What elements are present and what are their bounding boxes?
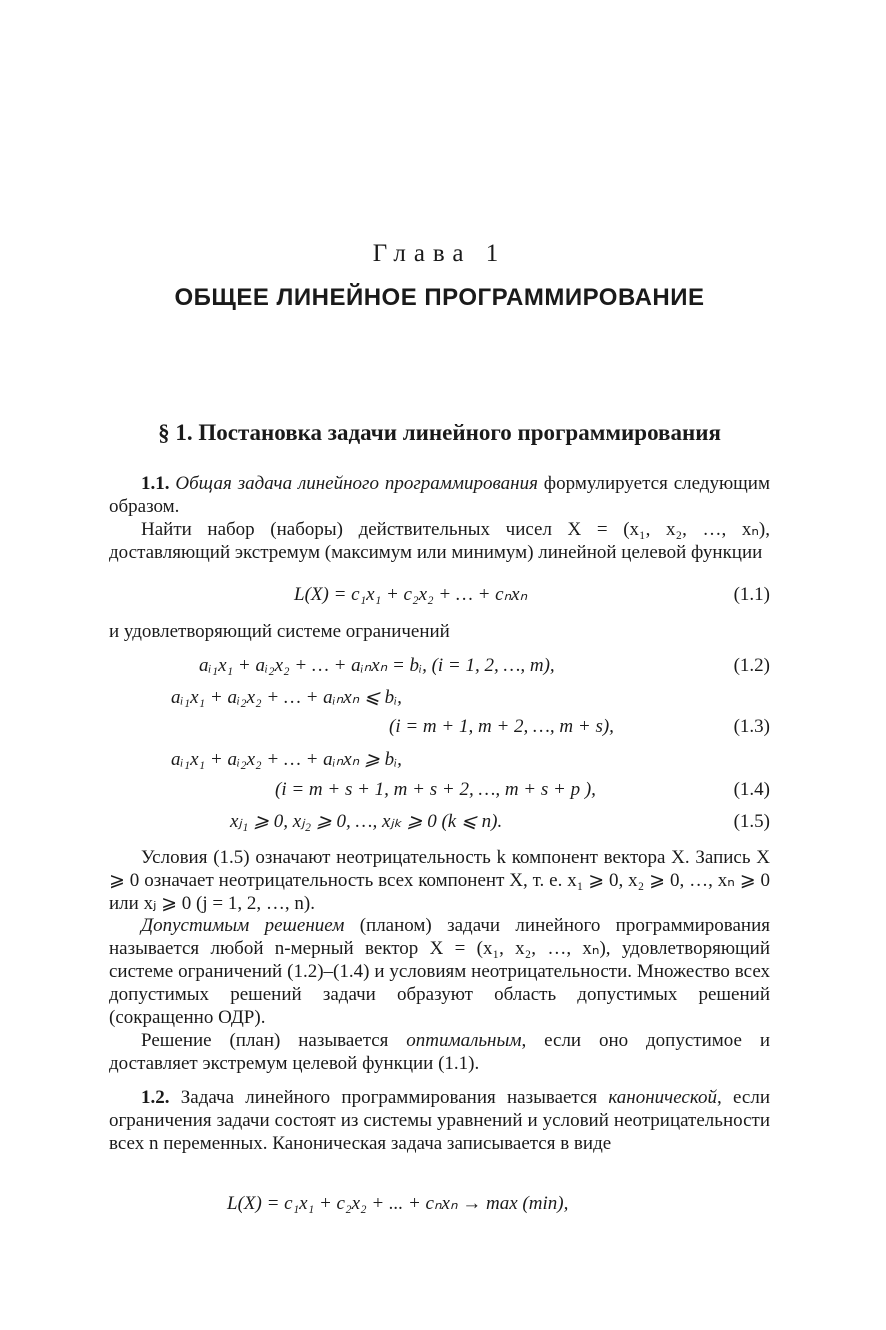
- equation-number: (1.1): [733, 584, 770, 605]
- paragraph-find: Найти набор (наборы) действительных чисел X = (x₁, x₂, …, xₙ), доставляющий экстремум (максимум или минимум) линейной целевой функции: [109, 519, 770, 563]
- paragraph-1-2: [109, 1086, 770, 1155]
- section-title: § 1. Постановка задачи линейного программирования: [158, 420, 721, 445]
- equation-1-2: aᵢ₁x₁ + aᵢ₂x₂ + … + aᵢₙxₙ = bᵢ, (i = 1, 2, …, m),: [199, 655, 555, 676]
- paragraph-1-1: [109, 472, 770, 518]
- term-emphasis: Общая задача линейного программирования: [175, 473, 538, 494]
- paragraph-text: Решение (план) называется: [141, 1030, 407, 1051]
- equation-1-5: xⱼ₁ ⩾ 0, xⱼ₂ ⩾ 0, …, xⱼₖ ⩾ 0 (k ⩽ n).: [230, 811, 503, 832]
- paragraph-text: , если оно допустимое и доставляет экстремум целевой функции (1.1).: [109, 1030, 770, 1074]
- paragraph-optimal: [109, 1029, 770, 1075]
- equation-number: (1.2): [733, 655, 770, 676]
- paragraph-admissible: [109, 914, 770, 1029]
- equation-canonical: L(X) = c₁x₁ + c₂x₂ + ... + cₙxₙ → max (min),: [227, 1193, 569, 1214]
- equation-1-4-left: aᵢ₁x₁ + aᵢ₂x₂ + … + aᵢₙxₙ ⩾ bᵢ,: [171, 749, 402, 770]
- item-number: 1.1.: [141, 473, 170, 494]
- equation-number: (1.4): [733, 779, 770, 800]
- paragraph-constraints: и удовлетворяющий системе ограничений: [109, 621, 450, 642]
- equation-1-3-left: aᵢ₁x₁ + aᵢ₂x₂ + … + aᵢₙxₙ ⩽ bᵢ,: [171, 687, 402, 708]
- book-page: [109, 0, 770, 1330]
- equation-1-3-right: (i = m + 1, m + 2, …, m + s),: [389, 716, 614, 737]
- term-emphasis: оптимальным: [406, 1030, 522, 1051]
- paragraph-text: , если ограничения задачи состоят из системы уравнений и условий неотрицательности всех n переменных. Каноническая задача записывается в виде: [109, 1087, 770, 1154]
- equation-1-4-right: (i = m + s + 1, m + s + 2, …, m + s + p ),: [275, 779, 596, 800]
- term-emphasis: Допустимым решением: [141, 915, 345, 936]
- paragraph-text: (планом) задачи линейного программирования называется любой n-мерный вектор X = (x₁, x₂, …, xₙ), удовлетворяющий системе ограничений (1.2)–(1.4) и условиям неотрицательности. Множество всех допустимых решений задачи образуют область допустимых решений (сокращенно ОДР).: [109, 915, 771, 1028]
- chapter-title: ОБЩЕЕ ЛИНЕЙНОЕ ПРОГРАММИРОВАНИЕ: [174, 284, 705, 311]
- equation-number: (1.3): [733, 716, 770, 737]
- equation-1-1: L(X) = c₁x₁ + c₂x₂ + … + cₙxₙ: [294, 584, 528, 605]
- item-number: 1.2.: [141, 1087, 170, 1108]
- paragraph-conditions: Условия (1.5) означают неотрицательность k компонент вектора X. Запись X ⩾ 0 означает неотрицательность всех компонент X, т. е. x₁ ⩾ 0, x₂ ⩾ 0, …, xₙ ⩾ 0 или xⱼ ⩾ 0 (j = 1, 2, …, n).: [109, 847, 770, 914]
- equation-number: (1.5): [733, 811, 770, 832]
- paragraph-text: формулируется следующим образом.: [109, 473, 770, 517]
- chapter-label: Глава 1: [372, 240, 507, 267]
- term-emphasis: канонической: [608, 1087, 718, 1108]
- paragraph-text: Задача линейного программирования называется: [169, 1087, 609, 1108]
